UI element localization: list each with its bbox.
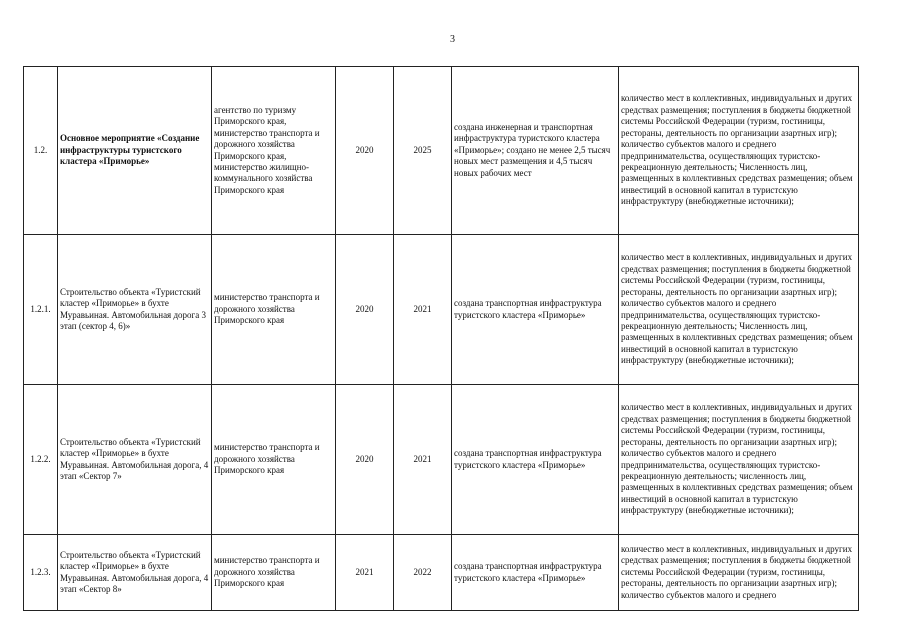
expected-result: создана транспортная инфраструктура туристского кластера «Приморье» [452, 385, 619, 535]
end-year: 2025 [394, 67, 452, 235]
indicators-cell: количество мест в коллективных, индивидуальных и других средствах размещения; поступления в бюджеты бюджетной системы Российской Федерации (туризм, гостиницы, рестораны, деятельность по организации азартных игр); количество субъектов малого и среднего предпринимательства, осуществляющих туристско-рекреационную деятельность; численность лиц, размещенных в коллективных средствах размещения; объем инвестиций в основной капитал в туристскую инфраструктуру (внебюджетные источники); [619, 385, 859, 535]
expected-result: создана инженерная и транспортная инфраструктура туристского кластера «Приморье»; создано не менее 2,5 тысяч новых мест размещения и 4,5 тысяч новых рабочих мест [452, 67, 619, 235]
indicators-cell: количество мест в коллективных, индивидуальных и других средствах размещения; поступления в бюджеты бюджетной системы Российской Федерации (туризм, гостиницы, рестораны, деятельность по организации азартных игр); количество субъектов малого и среднего предпринимательства, осуществляющих туристско-рекреационную деятельность; Численность лиц, размещенных в коллективных средствах размещения; объем инвестиций в основной капитал в туристскую инфраструктуру (внебюджетные источники); [619, 67, 859, 235]
executor-cell: министерство транспорта и дорожного хозяйства Приморского края [212, 535, 336, 611]
executor-cell: агентство по туризму Приморского края, министерство транспорта и дорожного хозяйства Приморского края, министерство жилищно-коммунального хозяйства Приморского края [212, 67, 336, 235]
start-year: 2020 [336, 235, 394, 385]
expected-result: создана транспортная инфраструктура туристского кластера «Приморье» [452, 535, 619, 611]
program-table [23, 66, 859, 611]
expected-result: создана транспортная инфраструктура туристского кластера «Приморье» [452, 235, 619, 385]
end-year: 2021 [394, 235, 452, 385]
row-number: 1.2.1. [24, 235, 58, 385]
end-year: 2022 [394, 535, 452, 611]
activity-name: Основное мероприятие «Создание инфраструктуры туристского кластера «Приморье» [58, 67, 212, 235]
start-year: 2021 [336, 535, 394, 611]
table-row [24, 385, 859, 535]
table-row [24, 67, 859, 235]
end-year: 2021 [394, 385, 452, 535]
page-number: 3 [450, 34, 455, 45]
executor-cell: министерство транспорта и дорожного хозяйства Приморского края [212, 385, 336, 535]
activity-name: Строительство объекта «Туристский кластер «Приморье» в бухте Муравьиная. Автомобильная дорога 3 этап (сектор 4, 6)» [58, 235, 212, 385]
activity-name: Строительство объекта «Туристский кластер «Приморье» в бухте Муравьиная. Автомобильная дорога, 4 этап «Сектор 7» [58, 385, 212, 535]
table-row [24, 235, 859, 385]
indicators-cell: количество мест в коллективных, индивидуальных и других средствах размещения; поступления в бюджеты бюджетной системы Российской Федерации (туризм, гостиницы, рестораны, деятельность по организации азартных игр); количество субъектов малого и среднего [619, 535, 859, 611]
table-row [24, 535, 859, 611]
row-number: 1.2.2. [24, 385, 58, 535]
indicators-cell: количество мест в коллективных, индивидуальных и других средствах размещения; поступления в бюджеты бюджетной системы Российской Федерации (туризм, гостиницы, рестораны, деятельность по организации азартных игр); количество субъектов малого и среднего предпринимательства, осуществляющих туристско-рекреационную деятельность; Численность лиц, размещенных в коллективных средствах размещения; объем инвестиций в основной капитал в туристскую инфраструктуру (внебюджетные источники); [619, 235, 859, 385]
start-year: 2020 [336, 385, 394, 535]
executor-cell: министерство транспорта и дорожного хозяйства Приморского края [212, 235, 336, 385]
row-number: 1.2. [24, 67, 58, 235]
activity-name: Строительство объекта «Туристский кластер «Приморье» в бухте Муравьиная. Автомобильная дорога, 4 этап «Сектор 8» [58, 535, 212, 611]
start-year: 2020 [336, 67, 394, 235]
row-number: 1.2.3. [24, 535, 58, 611]
